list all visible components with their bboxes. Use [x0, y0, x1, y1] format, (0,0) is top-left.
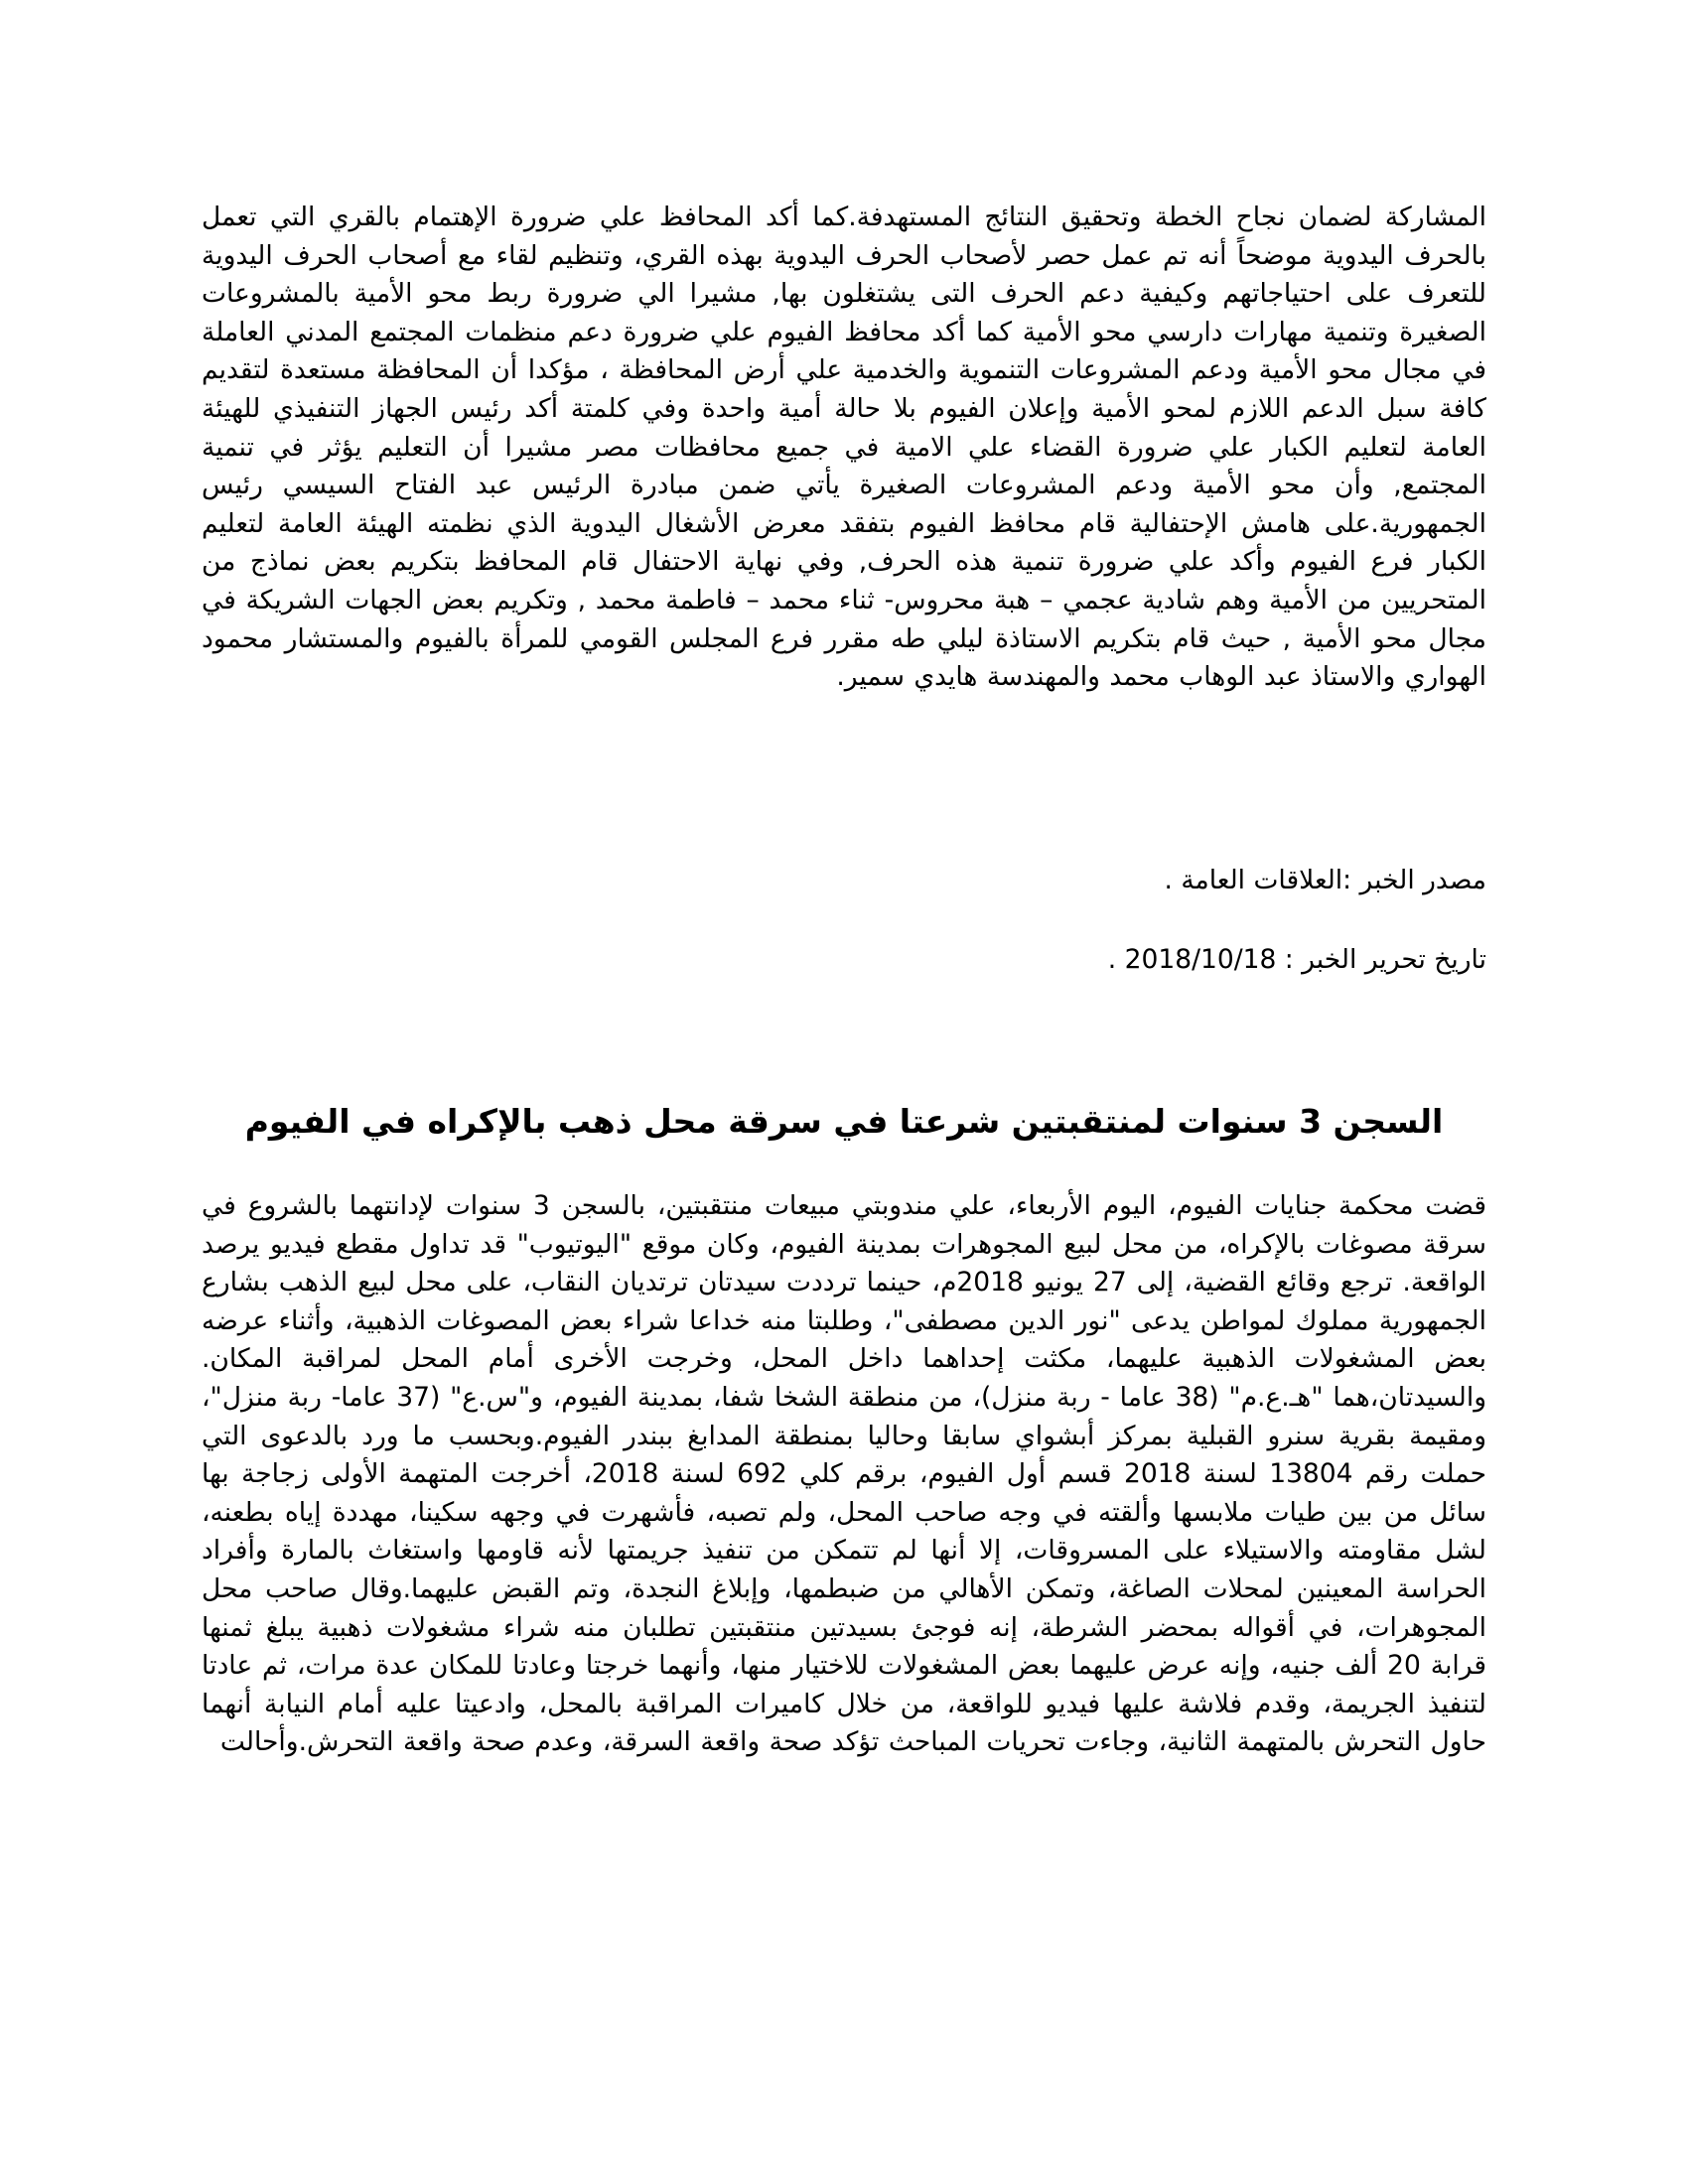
body-paragraph-1: المشاركة لضمان نجاح الخطة وتحقيق النتائج المستهدفة.كما أكد المحافظ علي ضرورة الإهتمام بالقري التي تعمل بالحرف اليدوية موضحاً أنه تم عمل حصر لأصحاب الحرف اليدوية بهذه القري، وتنظيم لقاء مع أصحاب الحرف اليدوية للتعرف على احتياجاتهم وكيفية دعم الحرف التى يشتغلون بها, مشيرا الي ضرورة ربط محو الأمية بالمشروعات الصغيرة وتنمية مهارات دارسي محو الأمية كما أكد محافظ الفيوم علي ضرورة دعم منظمات المجتمع المدني العاملة في مجال محو الأمية ودعم المشروعات التنموية والخدمية علي أرض المحافظة ، مؤكدا أن المحافظة مستعدة لتقديم كافة سبل الدعم اللازم لمحو الأمية وإعلان الفيوم بلا حالة أمية واحدة وفي كلمتة أكد رئيس الجهاز التنفيذي للهيئة العامة لتعليم الكبار علي ضرورة القضاء علي الامية في جميع محافظات مصر مشيرا أن التعليم يؤثر في تنمية المجتمع, وأن محو الأمية ودعم المشروعات الصغيرة يأتي ضمن مبادرة الرئيس عبد الفتاح السيسي رئيس الجمهورية.على هامش الإحتفالية قام محافظ الفيوم بتفقد معرض الأشغال اليدوية الذي نظمته الهيئة العامة لتعليم الكبار فرع الفيوم وأكد علي ضرورة تنمية هذه الحرف, وفي نهاية الاحتفال قام المحافظ بتكريم بعض نماذج من المتحريين من الأمية وهم شادية عجمي – هبة محروس- ثناء محمد – فاطمة محمد , وتكريم بعض الجهات الشريكة في مجال محو الأمية , حيث قام بتكريم الاستاذة ليلي طه مقرر فرع المجلس القومي للمرأة بالفيوم والمستشار محمود الهواري والاستاذ عبد الوهاب محمد والمهندسة هايدي سمير. [202, 202, 1486, 693]
article-heading: السجن 3 سنوات لمنتقبتين شرعتا في سرقة محل ذهب بالإكراه في الفيوم [244, 1102, 1444, 1141]
news-source-line: مصدر الخبر :العلاقات العامة . [1164, 865, 1486, 895]
news-date-line: تاريخ تحرير الخبر : 2018/10/18 . [1107, 944, 1486, 975]
body-paragraph-2: قضت محكمة جنايات الفيوم، اليوم الأربعاء، علي مندوبتي مبيعات منتقبتين، بالسجن 3 سنوات لإدانتهما بالشروع في سرقة مصوغات بالإكراه، من محل لبيع المجوهرات بمدينة الفيوم، وكان موقع "اليوتيوب" قد تداول مقطع فيديو يرصد الواقعة. ترجع وقائع القضية، إلى 27 يونيو 2018م، حينما ترددت سيدتان ترتديان النقاب، على محل لبيع الذهب بشارع الجمهورية مملوك لمواطن يدعى "نور الدين مصطفى"، وطلبتا منه خداعا شراء بعض المصوغات الذهبية، وأثناء عرضه بعض المشغولات الذهبية عليهما، مكثت إحداهما داخل المحل، وخرجت الأخرى أمام المحل لمراقبة المكان. والسيدتان،هما "هـ.ع.م" (38 عاما - ربة منزل)، من منطقة الشخا شفا، بمدينة الفيوم، و"س.ع" (37 عاما- ربة منزل"، ومقيمة بقرية سنرو القبلية بمركز أبشواي سابقا وحاليا بمنطقة المدابغ ببندر الفيوم.وبحسب ما ورد بالدعوى التي حملت رقم 13804 لسنة 2018 قسم أول الفيوم، برقم كلي 692 لسنة 2018، أخرجت المتهمة الأولى زجاجة بها سائل من بين طيات ملابسها وألقته في وجه صاحب المحل، ولم تصبه، فأشهرت في وجهه سكينا، مهددة إياه بطعنه، لشل مقاومته والاستيلاء على المسروقات، إلا أنها لم تتمكن من تنفيذ جريمتها لأنه قاومها واستغاث بالمارة وأفراد الحراسة المعينين لمحلات الصاغة، وتمكن الأهالي من ضبطمها، وإبلاغ النجدة، وتم القبض عليهما.وقال صاحب محل المجوهرات، في أقواله بمحضر الشرطة، إنه فوجئ بسيدتين منتقبتين تطلبان منه شراء مشغولات ذهبية يبلغ ثمنها قرابة 20 ألف جنيه، وإنه عرض عليهما بعض المشغولات للاختيار منها، وأنهما خرجتا وعادتا للمكان عدة مرات، ثم عادتا لتنفيذ الجريمة، وقدم فلاشة عليها فيديو للواقعة، من خلال كاميرات المراقبة بالمحل، وادعيتا عليه أمام النيابة أنهما حاول التحرش بالمتهمة الثانية، وجاءت تحريات المباحث تؤكد صحة واقعة السرقة، وعدم صحة واقعة التحرش.وأحالت [202, 1190, 1486, 1758]
